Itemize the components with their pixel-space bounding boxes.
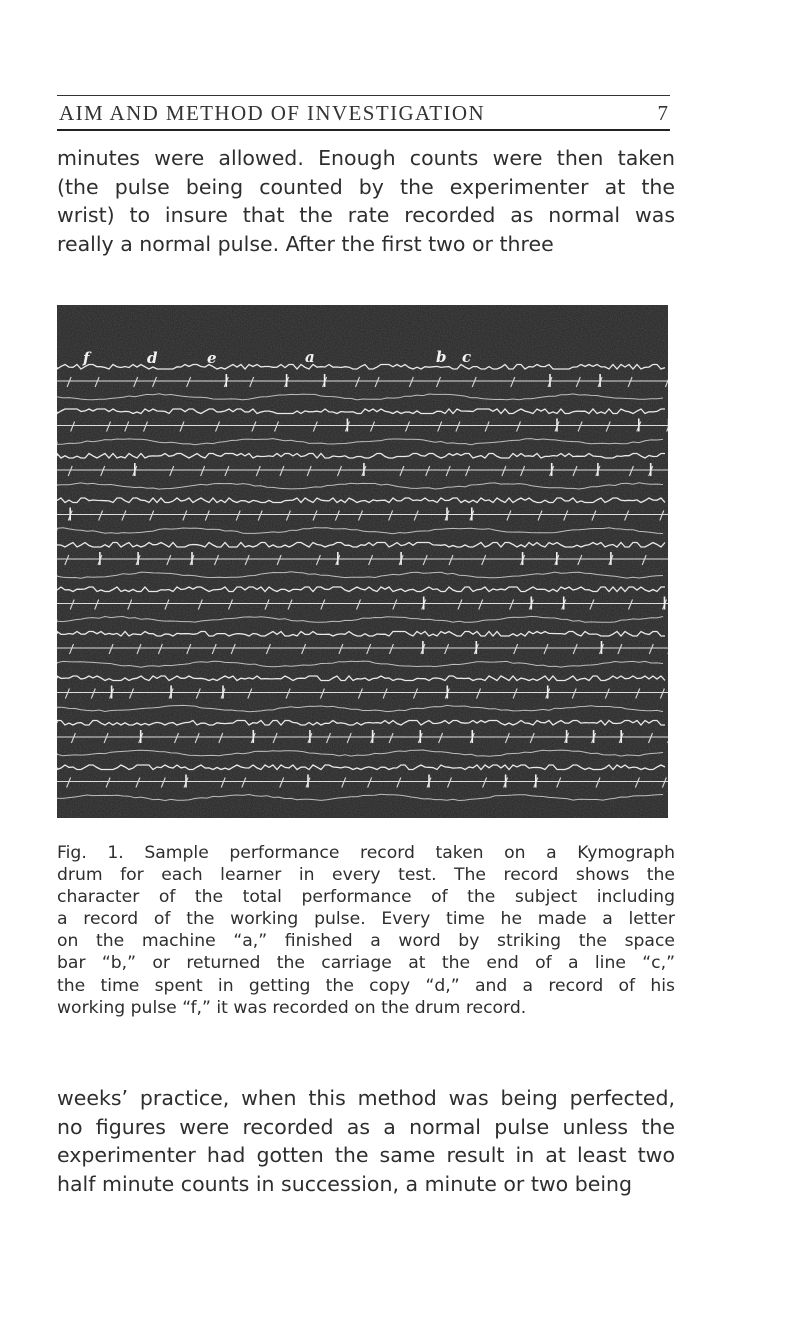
- text-line: (the pulse being counted by the experimenter at the: [57, 174, 675, 199]
- figure-caption: [57, 842, 675, 1019]
- kymograph-record-figure: [57, 305, 668, 818]
- page-number: 7: [657, 101, 668, 125]
- marker-label-b: b: [436, 348, 447, 366]
- caption-line: the time spent in getting the copy “d,” and a record of his: [57, 975, 675, 996]
- text-line: minutes were allowed. Enough counts were then taken: [57, 146, 675, 170]
- marker-label-c: c: [462, 348, 472, 366]
- body-paragraph-top: [57, 144, 675, 259]
- text-line: experimenter had gotten the same result in at least two: [57, 1143, 675, 1168]
- caption-line: Fig. 1. Sample performance record taken on a Kymograph: [57, 843, 675, 863]
- running-title: AIM AND METHOD OF INVESTIGATION: [59, 101, 486, 125]
- marker-label-d: d: [147, 349, 158, 367]
- running-header: [57, 95, 670, 131]
- header-top-rule: [57, 95, 670, 96]
- caption-line: a record of the working pulse. Every time he made a letter: [57, 909, 675, 930]
- text-line: half minute counts in succession, a minute or two being: [57, 1172, 633, 1197]
- marker-label-e: e: [207, 349, 217, 367]
- marker-label-a: a: [305, 348, 315, 366]
- marker-label-f: f: [83, 349, 90, 367]
- drum-texture: [57, 305, 668, 818]
- body-paragraph-bottom: [57, 1084, 675, 1199]
- kymograph-record-image: [57, 305, 668, 818]
- caption-line: character of the total performance of the subject including: [57, 887, 675, 908]
- caption-line: drum for each learner in every test. The record shows the: [57, 865, 675, 886]
- text-line: weeks’ practice, when this method was being perfected,: [57, 1086, 675, 1110]
- text-line: really a normal pulse. After the first two or three: [57, 232, 554, 257]
- text-line: no figures were recorded as a normal pulse unless the: [57, 1114, 675, 1139]
- caption-line: bar “b,” or returned the carriage at the end of a line “c,”: [57, 953, 675, 974]
- text-line: wrist) to insure that the rate recorded as normal was: [57, 203, 675, 228]
- header-bottom-rule: [57, 129, 670, 131]
- caption-line: working pulse “f,” it was recorded on the drum record.: [57, 997, 527, 1018]
- caption-line: on the machine “a,” finished a word by striking the space: [57, 931, 675, 952]
